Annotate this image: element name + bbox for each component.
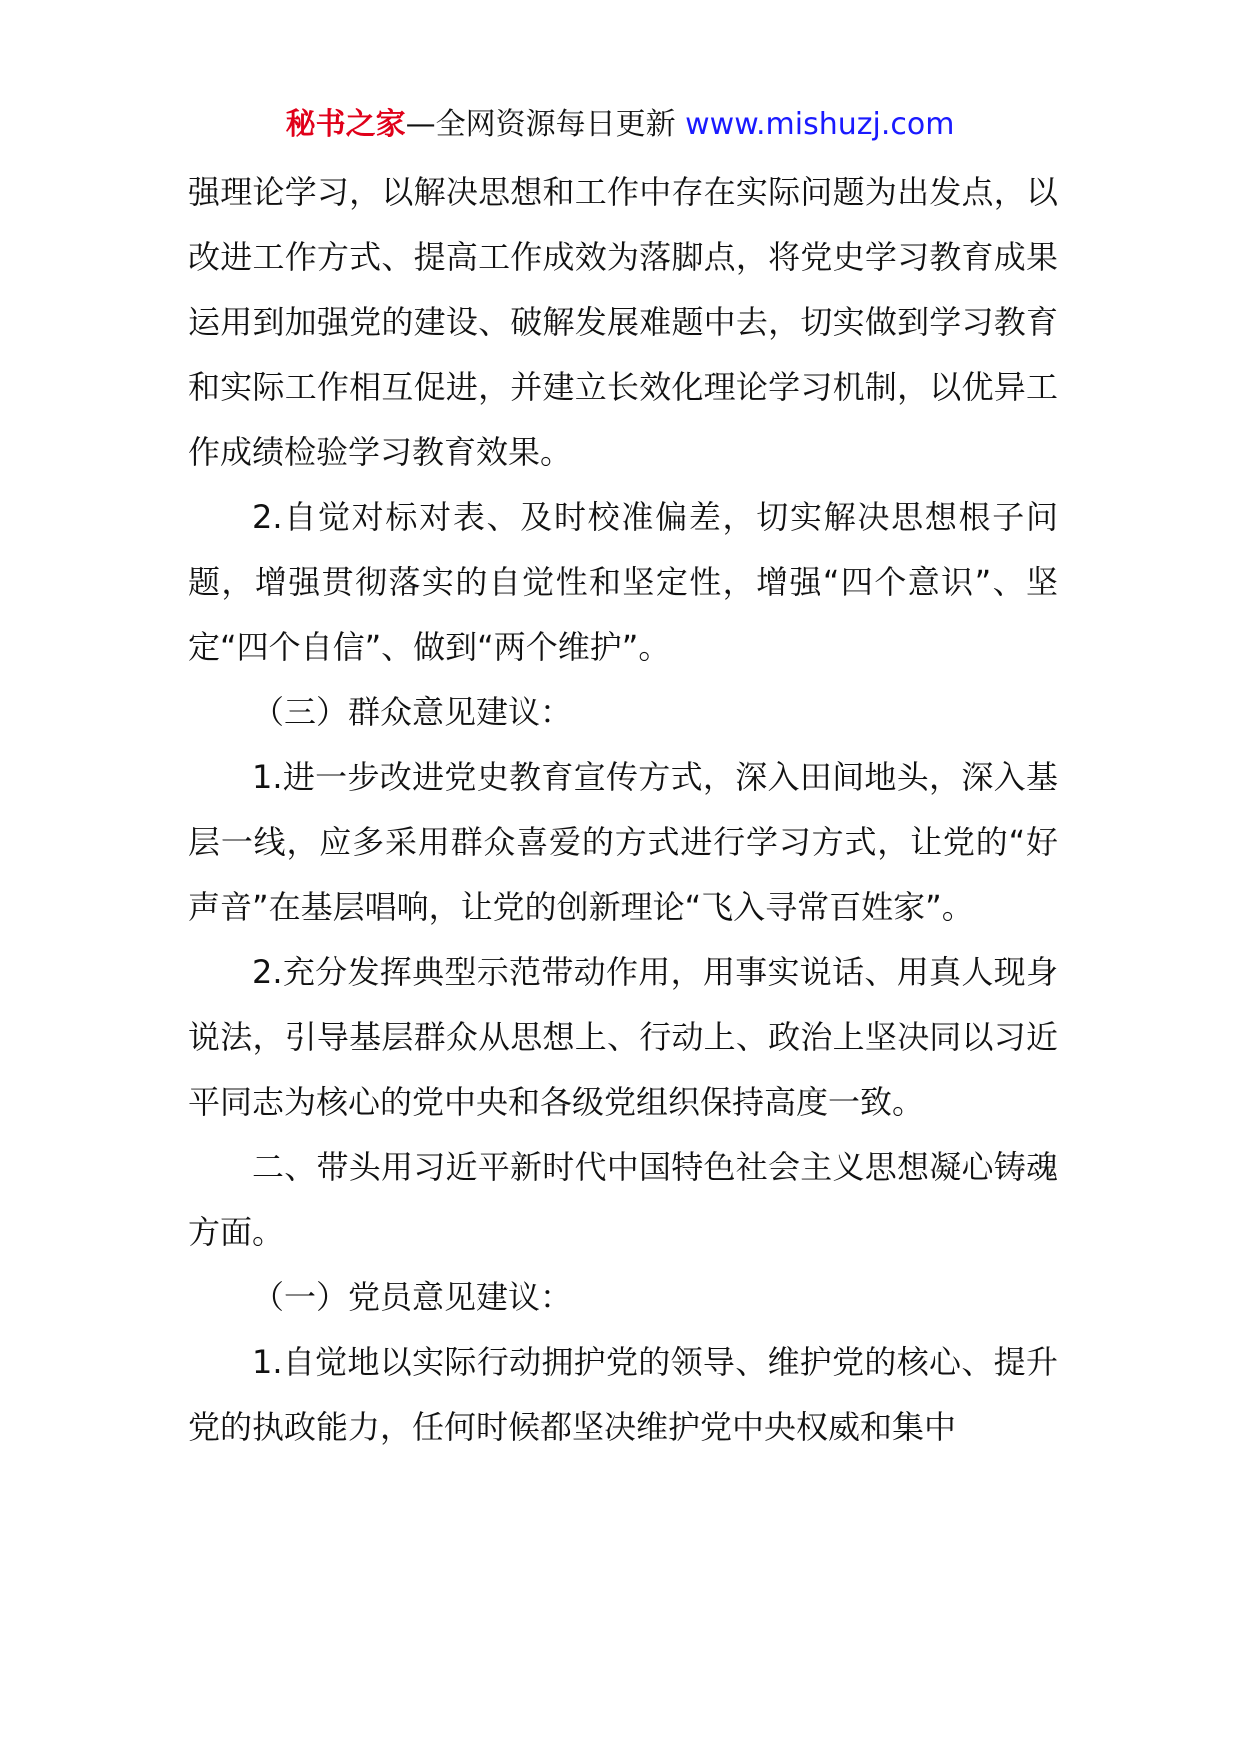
header-brand: 秘书之家 bbox=[285, 107, 406, 142]
paragraph-item: 2.自觉对标对表、及时校准偏差，切实解决思想根子问题，增强贯彻落实的自觉性和坚定性，增强“四个意识”、坚定“四个自信”、做到“两个维护”。 bbox=[188, 498, 1058, 666]
section-heading: 二、带头用习近平新时代中国特色社会主义思想凝心铸魂方面。 bbox=[188, 1148, 1058, 1251]
paragraph-item: 2.充分发挥典型示范带动作用，用事实说话、用真人现身说法，引导基层群众从思想上、行动上、政治上坚决同以习近平同志为核心的党中央和各级党组织保持高度一致。 bbox=[188, 953, 1058, 1121]
paragraph-continuation: 强理论学习，以解决思想和工作中存在实际问题为出发点，以改进工作方式、提高工作成效为落脚点，将党史学习教育成果运用到加强党的建设、破解发展难题中去，切实做到学习教育和实际工作相互促进，并建立长效化理论学习机制，以优异工作成绩检验学习教育效果。 bbox=[188, 173, 1058, 471]
header-slogan: —全网资源每日更新 bbox=[405, 107, 686, 142]
header-url-link[interactable]: www.mishuzj.com bbox=[685, 107, 955, 142]
page-header bbox=[0, 103, 1240, 147]
paragraph-item: 1.自觉地以实际行动拥护党的领导、维护党的核心、提升党的执政能力，任何时候都坚决维护党中央权威和集中 bbox=[188, 1343, 1058, 1446]
section-subheading: （三）群众意见建议： bbox=[252, 693, 573, 731]
paragraph-item: 1.进一步改进党史教育宣传方式，深入田间地头，深入基层一线，应多采用群众喜爱的方式进行学习方式，让党的“好声音”在基层唱响，让党的创新理论“飞入寻常百姓家”。 bbox=[188, 758, 1058, 926]
section-subheading: （一）党员意见建议： bbox=[252, 1278, 573, 1316]
document-body bbox=[188, 160, 1058, 1460]
